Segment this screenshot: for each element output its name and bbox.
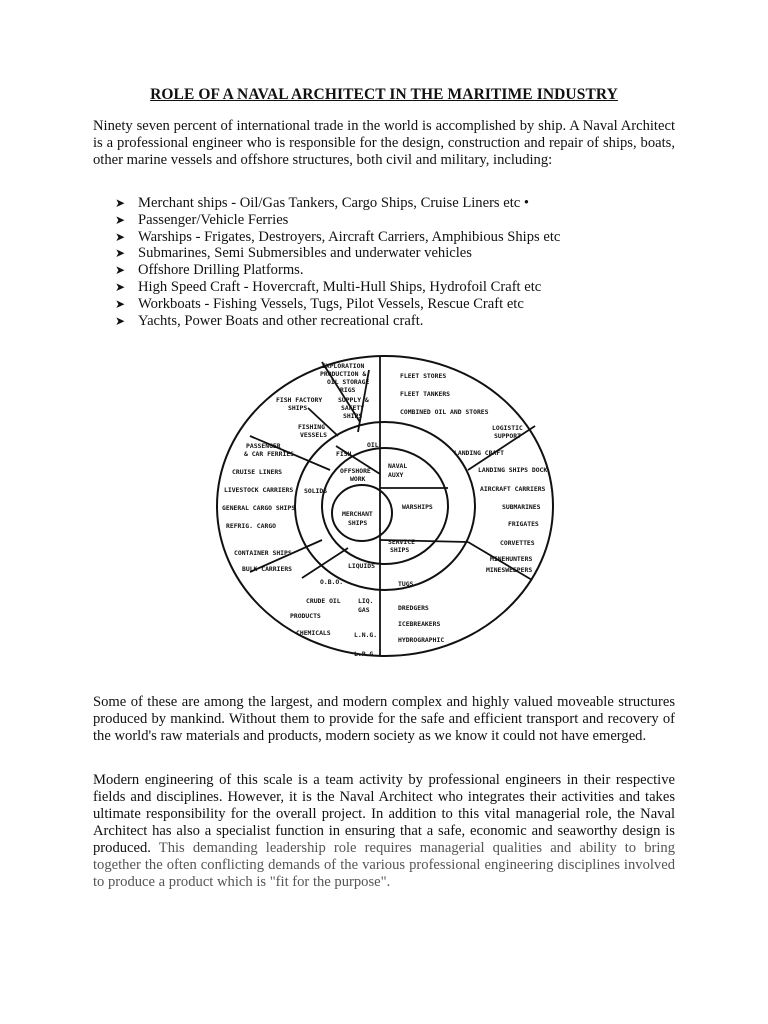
list-item: ➤ Warships - Frigates, Destroyers, Aircraft Carriers, Amphibious Ships etc bbox=[115, 228, 561, 245]
liquids-item: CHEMICALS bbox=[296, 629, 331, 637]
fleet-label-1: FLEET STORES bbox=[400, 372, 447, 380]
oil-label: OIL bbox=[367, 441, 379, 449]
fish-factory-label-1: FISH FACTORY bbox=[276, 396, 323, 404]
arrow-bullet-icon: ➤ bbox=[115, 229, 126, 244]
exploration-label-3: OIL STORAGE bbox=[327, 378, 370, 386]
arrow-bullet-icon: ➤ bbox=[115, 212, 126, 227]
offshore-label-2: WORK bbox=[350, 475, 366, 483]
naval-label-2: AUXY bbox=[388, 471, 404, 479]
solids-item: REFRIG. CARGO bbox=[226, 522, 277, 530]
naval-item: LANDING CRAFT bbox=[454, 449, 505, 457]
solids-item: GENERAL CARGO SHIPS bbox=[222, 504, 296, 512]
naval-item: SUBMARINES bbox=[502, 503, 541, 511]
solids-item: CONTAINER SHIPS bbox=[234, 549, 292, 557]
core-label-2: SHIPS bbox=[348, 519, 368, 527]
exploration-label-4: RIGS bbox=[340, 386, 356, 394]
list-item: ➤ Workboats - Fishing Vessels, Tugs, Pilot Vessels, Rescue Craft etc bbox=[115, 295, 524, 312]
arrow-bullet-icon: ➤ bbox=[115, 279, 126, 294]
liquids-item: L.N.G. bbox=[354, 631, 378, 639]
solids-item: LIVESTOCK CARRIERS bbox=[224, 486, 294, 494]
list-item: ➤ Offshore Drilling Platforms. bbox=[115, 262, 304, 279]
arrow-bullet-icon: ➤ bbox=[115, 313, 126, 328]
logistic-label-2: SUPPORT bbox=[494, 432, 521, 440]
list-item: ➤ Merchant ships - Oil/Gas Tankers, Cargo Ships, Cruise Liners etc • bbox=[115, 195, 530, 211]
solids-item: CRUISE LINERS bbox=[232, 468, 283, 476]
solids-item: PASSENGER bbox=[246, 442, 281, 450]
arrow-bullet-icon: ➤ bbox=[115, 296, 126, 311]
warships-label: WARSHIPS bbox=[402, 503, 433, 511]
service-label-1: SERVICE bbox=[388, 538, 415, 546]
page-title: ROLE OF A NAVAL ARCHITECT IN THE MARITIME INDUSTRY bbox=[150, 86, 618, 103]
service-item: TUGS bbox=[398, 580, 414, 588]
naval-item: FRIGATES bbox=[508, 520, 539, 528]
supply-label-2: SAFETY bbox=[341, 404, 365, 412]
arrow-bullet-icon: ➤ bbox=[115, 246, 126, 261]
ship-classification-wheel bbox=[210, 350, 560, 670]
ship-classification-diagram bbox=[210, 350, 560, 670]
paragraph-engineering-main: Modern engineering of this scale is a team activity by professional engineers in their respective fields and disciplines. However, it is the Naval Architect who integrates their activities and takes ultimate responsibility for the overall project. In addition to this vital managerial role, the Naval Architect has also a specialist function in ensuring that a safe, economic and seaworthy design is produced. bbox=[93, 772, 675, 856]
fleet-label-3: COMBINED OIL AND STORES bbox=[400, 408, 489, 416]
intro-paragraph: Ninety seven percent of international trade in the world is accomplished by ship. A Naval Architect is a professional engineer who is responsible for the design, construction and repair of ships, boats, other marine vessels and offshore structures, both civil and military, including: bbox=[93, 118, 675, 168]
naval-item: CORVETTES bbox=[500, 539, 535, 547]
naval-label-1: NAVAL bbox=[388, 462, 408, 470]
core-label-1: MERCHANT bbox=[342, 510, 373, 518]
liquids-item: LIQ. bbox=[358, 597, 374, 605]
list-item: ➤ Passenger/Vehicle Ferries bbox=[115, 211, 289, 228]
fish-label: FISH bbox=[336, 450, 352, 458]
naval-item: AIRCRAFT CARRIERS bbox=[480, 485, 546, 493]
liquids-item: L.P.G. bbox=[354, 650, 378, 658]
supply-label-3: SHIPS bbox=[343, 412, 363, 420]
solids-item: BULK CARRIERS bbox=[242, 565, 293, 573]
fish-factory-label-2: SHIPS bbox=[288, 404, 308, 412]
paragraph-engineering-faded: This demanding leadership role requires managerial qualities and ability to bring together the often conflicting demands of the various professional engineering disciplines involved to produce a product which is "fit for the purpose". bbox=[93, 840, 675, 890]
exploration-label-2: PRODUCTION & bbox=[320, 370, 367, 378]
paragraph-engineering bbox=[93, 772, 675, 891]
fishing-label-2: VESSELS bbox=[300, 431, 327, 439]
fishing-label-1: FISHING bbox=[298, 423, 325, 431]
liquids-item: O.B.O. bbox=[320, 578, 344, 586]
service-item: HYDROGRAPHIC bbox=[398, 636, 445, 644]
service-item: ICEBREAKERS bbox=[398, 620, 441, 628]
paragraph-structures: Some of these are among the largest, and modern complex and highly valued moveable structures produced by mankind. Without them to provide for the safe and efficient transport and recovery of the world's raw materials and products, modern society as we know it could not have emerged. bbox=[93, 694, 675, 744]
liquids-item: CRUDE OIL bbox=[306, 597, 341, 605]
naval-item: MINEHUNTERS bbox=[490, 555, 533, 563]
service-item: DREDGERS bbox=[398, 604, 429, 612]
offshore-label-1: OFFSHORE bbox=[340, 467, 371, 475]
logistic-label-1: LOGISTIC bbox=[492, 424, 523, 432]
service-label-2: SHIPS bbox=[390, 546, 410, 554]
list-item: ➤ Submarines, Semi Submersibles and underwater vehicles bbox=[115, 245, 472, 262]
ship-type-list bbox=[115, 195, 675, 329]
list-item: ➤ Yachts, Power Boats and other recreational craft. bbox=[115, 312, 424, 329]
solids-label: SOLIDS bbox=[304, 487, 328, 495]
arrow-bullet-icon: ➤ bbox=[115, 196, 126, 210]
arrow-bullet-icon: ➤ bbox=[115, 263, 126, 278]
fleet-label-2: FLEET TANKERS bbox=[400, 390, 451, 398]
exploration-label-1: EXPLORATION bbox=[322, 362, 365, 370]
liquids-item: GAS bbox=[358, 606, 370, 614]
list-item: ➤ High Speed Craft - Hovercraft, Multi-Hull Ships, Hydrofoil Craft etc bbox=[115, 278, 542, 295]
naval-item: LANDING SHIPS DOCK bbox=[478, 466, 548, 474]
naval-item: MINESWEEPERS bbox=[486, 566, 533, 574]
supply-label-1: SUPPLY & bbox=[338, 396, 369, 404]
liquids-item: PRODUCTS bbox=[290, 612, 321, 620]
liquids-label: LIQUIDS bbox=[348, 562, 375, 570]
solids-item: & CAR FERRIES bbox=[244, 450, 295, 458]
